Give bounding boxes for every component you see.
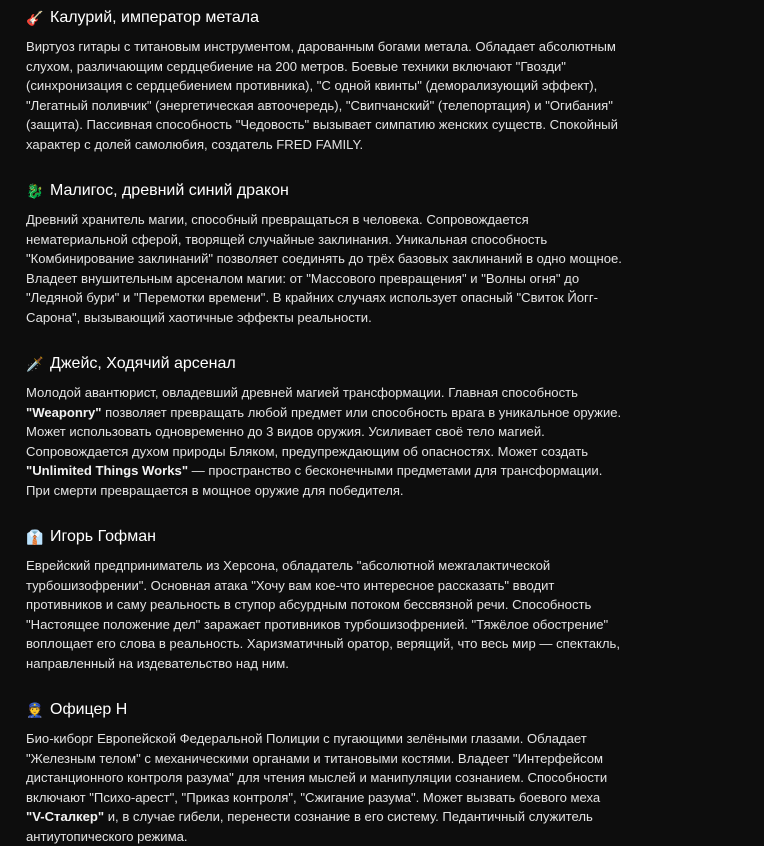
- description-text: Виртуоз гитары с титановым инструментом, дарованным богами метала. Обладает абсолютным слухом, различающим сердцебиение на 200 метров. Боевые техники включают "Гвозди" (синхронизация с сердцебиением противника), "С одной квинты" (деморализующий эффект), "Легатный поливчик" (энергетическая автоочередь), "Свипчанский" (телепортация) и "Огибания" (защита). Пассивная способность "Чедовость" вызывает симпатию женских существ. Спокойный характер с долей самолюбия, создатель FRED FAMILY.: [26, 39, 618, 152]
- description-text: позволяет превращать любой предмет или способность врага в уникальное оружие. Может использовать одновременно до 3 видов оружия. Усиливает своё тело магией. Сопровождается духом природы Бляком, предупреждающим об опасностях. Может создать: [26, 404, 622, 459]
- dragon-icon: 🐉: [26, 183, 44, 199]
- character-card-kaluriy: [26, 0, 740, 154]
- character-card-jace: [26, 346, 740, 500]
- description-text: Био-киборг Европейской Федеральной Полиции с пугающими зелёными глазами. Обладает "Железным телом" с механическими органами и титановыми костями. Владеет "Интерфейсом дистанционного контроля разума" для чтения мыслей и манипуляции сознанием. Способности включают "Психо-арест", "Приказ контроля", "Сжигание разума". Может вызвать боевого меха: [26, 731, 608, 805]
- character-title: [26, 0, 740, 28]
- character-card-malygos: [26, 173, 740, 327]
- character-name: Калурий, император метала: [50, 9, 260, 26]
- character-title: [26, 346, 740, 374]
- character-title: [26, 519, 740, 547]
- description-text: Еврейский предприниматель из Херсона, обладатель "абсолютной межгалактической турбошизофрении". Основная атака "Хочу вам кое-что интересное рассказать" вводит противников и саму реальность в ступор абсурдным потоком бессвязной речи. Способность "Настоящее положение дел" заражает противников турбошизофренией. "Тяжёлое обострение" воплощает его слова в реальность. Харизматичный оратор, верящий, что весь мир — спектакль, направленный на издевательство над ним.: [26, 558, 621, 671]
- character-title: [26, 173, 740, 201]
- description-text: и, в случае гибели, перенести сознание в его систему. Педантичный служитель антиутопического режима.: [26, 809, 593, 844]
- character-name: Малигос, древний синий дракон: [50, 182, 289, 199]
- character-card-igor-gofman: [26, 519, 740, 673]
- character-description: [26, 201, 622, 327]
- character-description: [26, 374, 622, 500]
- character-description: [26, 720, 622, 846]
- description-text: Древний хранитель магии, способный превращаться в человека. Сопровождается нематериальной сферой, творящей случайные заклинания. Уникальная способность "Комбинирование заклинаний" позволяет соединять до трёх базовых заклинаний в одно мощное. Владеет внушительным арсеналом магии: от "Массового превращения" и "Волны огня" до "Ледяной бури" и "Перемотки времени". В крайних случаях использует опасный "Свиток Йогг-Сарона", вызывающий хаотичные эффекты реальности.: [26, 212, 622, 325]
- character-name: Джейс, Ходячий арсенал: [50, 355, 236, 372]
- ability-name: "V-Сталкер": [26, 809, 105, 824]
- character-description: [26, 28, 622, 154]
- description-text: — пространство с бесконечными предметами для трансформации. При смерти превращается в мощное оружие для победителя.: [26, 463, 603, 498]
- ability-name: "Unlimited Things Works": [26, 463, 189, 478]
- character-name: Игорь Гофман: [50, 528, 156, 545]
- character-description: [26, 547, 622, 673]
- character-name: Офицер Н: [50, 701, 128, 718]
- guitar-icon: 🎸: [26, 10, 44, 26]
- dagger-icon: 🗡️: [26, 356, 44, 372]
- ability-name: "Weaponry": [26, 404, 102, 420]
- business-suit-icon: 👔: [26, 529, 44, 545]
- character-title: [26, 692, 740, 720]
- police-officer-icon: 👮: [26, 702, 44, 718]
- character-card-officer-n: [26, 692, 740, 846]
- description-text: Молодой авантюрист, овладевший древней магией трансформации. Главная способность: [26, 385, 578, 400]
